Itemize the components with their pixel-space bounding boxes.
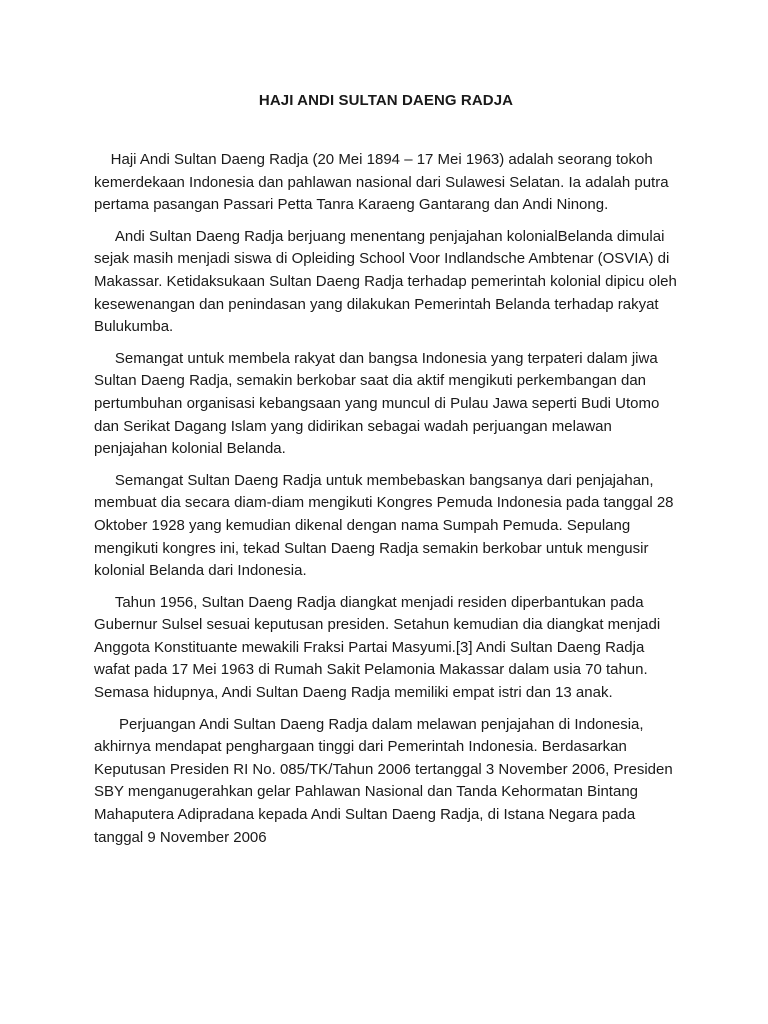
paragraph-6: Perjuangan Andi Sultan Daeng Radja dalam melawan penjajahan di Indonesia, akhirnya mendapat penghargaan tinggi dari Pemerintah Indonesia. Berdasarkan Keputusan Presiden RI No. 085/TK/Tahun 2006 tertanggal 3 November 2006, Presiden SBY menganugerahkan gelar Pahlawan Nasional dan Tanda Kehormatan Bintang Mahaputera Adipradana kepada Andi Sultan Daeng Radja, di Istana Negara pada tanggal 9 November 2006 xyxy=(94,715,677,846)
document-body xyxy=(94,149,682,849)
document-title: HAJI ANDI SULTAN DAENG RADJA xyxy=(258,92,514,109)
paragraph-2: Andi Sultan Daeng Radja berjuang menentang penjajahan kolonialBelanda dimulai sejak masih menjadi siswa di Opleiding School Voor Indlandsche Ambtenar (OSVIA) di Makassar. Ketidaksukaan Sultan Daeng Radja terhadap pemerintah kolonial dipicu oleh kesewenangan dan penindasan yang dilakukan Pemerintah Belanda terhadap rakyat Bulukumba. xyxy=(94,227,682,336)
paragraph-4: Semangat Sultan Daeng Radja untuk membebaskan bangsanya dari penjajahan, membuat dia secara diam-diam mengikuti Kongres Pemuda Indonesia pada tanggal 28 Oktober 1928 yang kemudian dikenal dengan nama Sumpah Pemuda. Sepulang mengikuti kongres ini, tekad Sultan Daeng Radja semakin berkobar untuk mengusir kolonial Belanda dari Indonesia. xyxy=(94,471,678,580)
paragraph-1: Haji Andi Sultan Daeng Radja (20 Mei 1894 – 17 Mei 1963) adalah seorang tokoh kemerdekaan Indonesia dan pahlawan nasional dari Sulawesi Selatan. Ia adalah putra pertama pasangan Passari Petta Tanra Karaeng Gantarang dan Andi Ninong. xyxy=(94,151,673,214)
paragraph-5: Tahun 1956, Sultan Daeng Radja diangkat menjadi residen diperbantukan pada Gubernur Sulsel sesuai keputusan presiden. Setahun kemudian dia diangkat menjadi Anggota Konstituante mewakili Fraksi Partai Masyumi.[3] Andi Sultan Daeng Radja wafat pada 17 Mei 1963 di Rumah Sakit Pelamonia Makassar dalam usia 70 tahun. Semasa hidupnya, Andi Sultan Daeng Radja memiliki empat istri dan 13 anak. xyxy=(94,593,664,702)
paragraph-3: Semangat untuk membela rakyat dan bangsa Indonesia yang terpateri dalam jiwa Sultan Daeng Radja, semakin berkobar saat dia aktif mengikuti perkembangan dan pertumbuhan organisasi kebangsaan yang muncul di Pulau Jawa seperti Budi Utomo dan Serikat Dagang Islam yang didirikan sebagai wadah perjuangan melawan penjajahan kolonial Belanda. xyxy=(94,349,664,458)
